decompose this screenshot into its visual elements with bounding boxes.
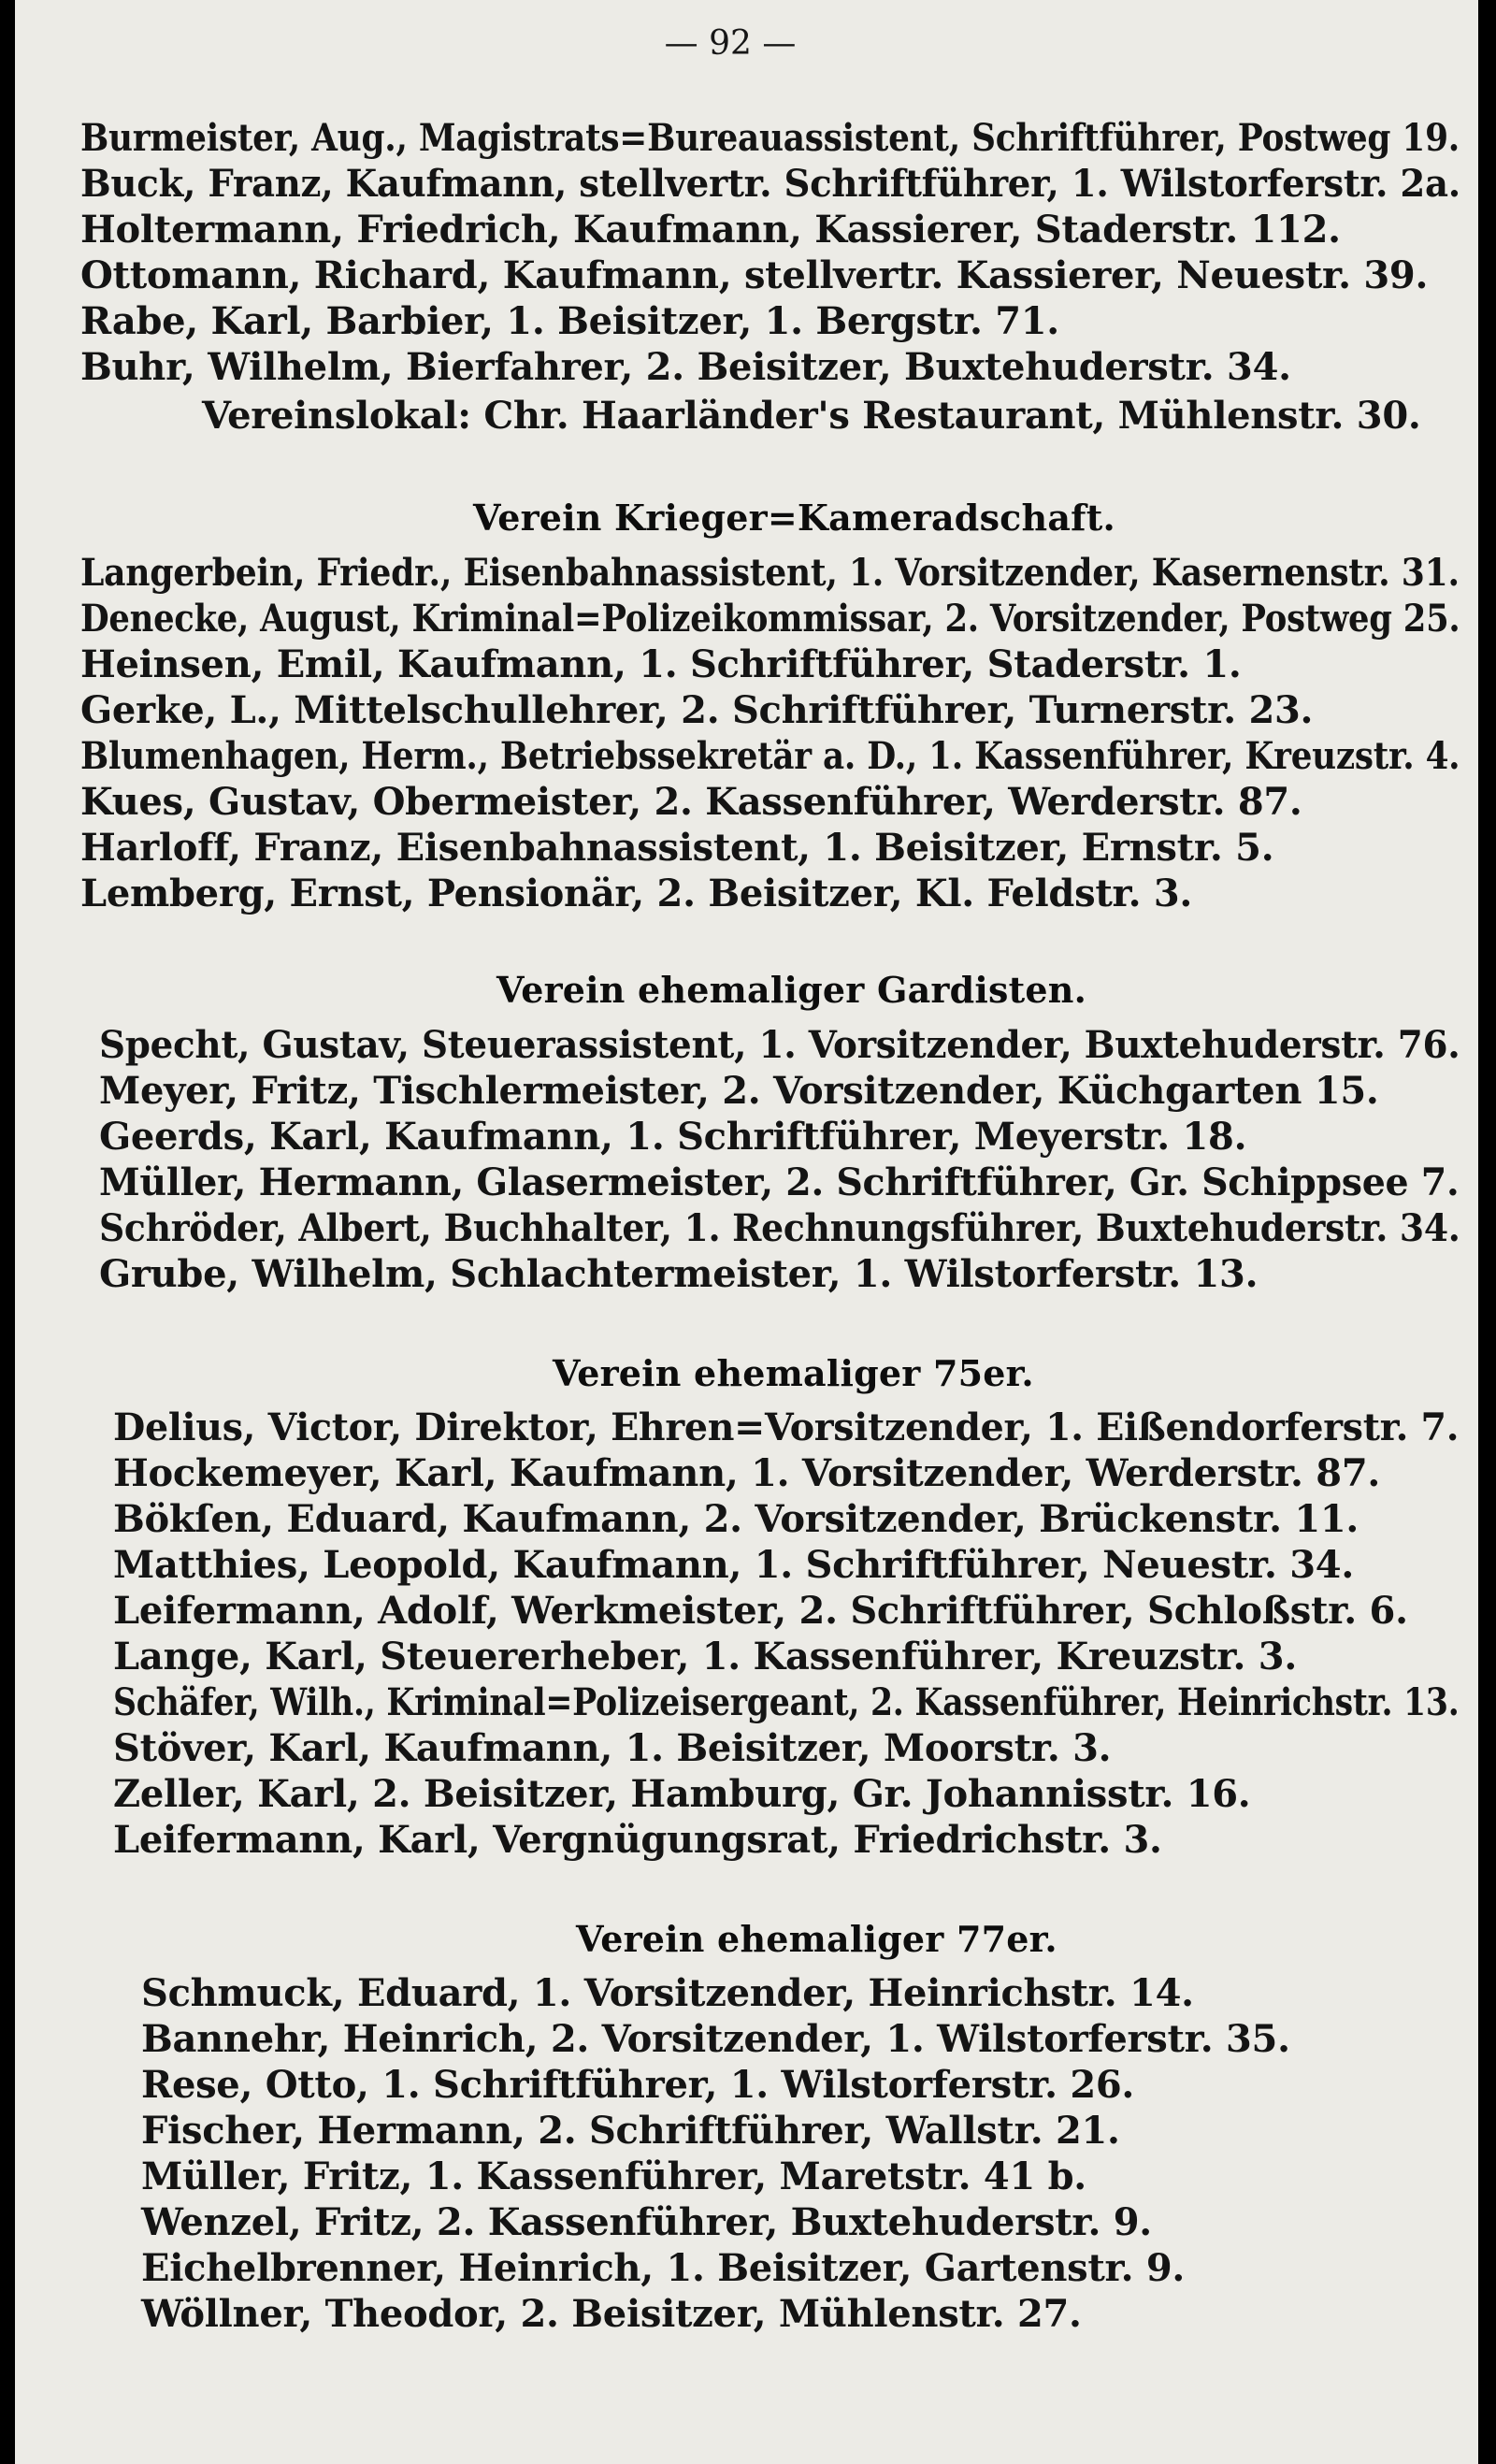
entry-line: Leifermann, Karl, Vergnügungsrat, Friedrichstr. 3. <box>113 1818 1162 1862</box>
entry-line: Buck, Franz, Kaufmann, stellvertr. Schriftführer, 1. Wilstorferstr. 2a. <box>80 162 1460 206</box>
entry-line: Kues, Gustav, Obermeister, 2. Kassenführer, Werderstr. 87. <box>80 780 1302 824</box>
entry-line: Lemberg, Ernst, Pensionär, 2. Beisitzer, Kl. Feldstr. 3. <box>80 872 1193 915</box>
section-heading: Verein Krieger=Kameradschaft. <box>473 497 1115 539</box>
entry-line: Schmuck, Eduard, 1. Vorsitzender, Heinrichstr. 14. <box>141 1971 1194 2015</box>
entry-line: Eichelbrenner, Heinrich, 1. Beisitzer, Gartenstr. 9. <box>141 2246 1186 2290</box>
entry-line: Rabe, Karl, Barbier, 1. Beisitzer, 1. Bergstr. 71. <box>80 299 1059 343</box>
entry-line: Hockemeyer, Karl, Kaufmann, 1. Vorsitzender, Werderstr. 87. <box>113 1451 1380 1495</box>
entry-line: Buhr, Wilhelm, Bierfahrer, 2. Beisitzer, Buxtehuderstr. 34. <box>80 345 1291 389</box>
entry-line: Rese, Otto, 1. Schriftführer, 1. Wilstorferstr. 26. <box>141 2063 1135 2107</box>
entry-line: Stöver, Karl, Kaufmann, 1. Beisitzer, Moorstr. 3. <box>113 1726 1112 1770</box>
entry-line: Müller, Fritz, 1. Kassenführer, Maretstr. 41 b. <box>141 2154 1086 2198</box>
entry-line: Gerke, L., Mittelschullehrer, 2. Schriftführer, Turnerstr. 23. <box>80 688 1314 732</box>
entry-line: Langerbein, Friedr., Eisenbahnassistent, 1. Vorsitzender, Kasernenstr. 31. <box>80 551 1460 595</box>
entry-line: Denecke, August, Kriminal=Polizeikommissar, 2. Vorsitzender, Postweg 25. <box>80 597 1460 641</box>
entry-line: Geerds, Karl, Kaufmann, 1. Schriftführer, Meyerstr. 18. <box>99 1115 1247 1159</box>
entry-line: Specht, Gustav, Steuerassistent, 1. Vorsitzender, Buxtehuderstr. 76. <box>99 1023 1460 1067</box>
entry-line: Schäfer, Wilh., Kriminal=Polizeisergeant, 2. Kassenführer, Heinrichstr. 13. <box>113 1680 1460 1724</box>
entry-line: Leifermann, Adolf, Werkmeister, 2. Schriftführer, Schloßstr. 6. <box>113 1589 1408 1633</box>
entry-line: Schröder, Albert, Buchhalter, 1. Rechnungsführer, Buxtehuderstr. 34. <box>99 1206 1460 1250</box>
vereinslokal-line: Vereinslokal: Chr. Haarländer's Restaurant, Mühlenstr. 30. <box>202 394 1421 438</box>
entry-line: Ottomann, Richard, Kaufmann, stellvertr. Kassierer, Neuestr. 39. <box>80 253 1429 297</box>
entry-line: Delius, Victor, Direktor, Ehren=Vorsitzender, 1. Eißendorferstr. 7. <box>113 1405 1460 1449</box>
entry-line: Fischer, Hermann, 2. Schriftführer, Wallstr. 21. <box>141 2109 1120 2153</box>
section-heading: Verein ehemaliger Gardisten. <box>496 969 1087 1011</box>
section-heading: Verein ehemaliger 77er. <box>576 1918 1057 1960</box>
entry-line: Lange, Karl, Steuererheber, 1. Kassenführer, Kreuzstr. 3. <box>113 1635 1297 1679</box>
entry-line: Bannehr, Heinrich, 2. Vorsitzender, 1. Wilstorferstr. 35. <box>141 2017 1290 2061</box>
entry-line: Blumenhagen, Herm., Betriebssekretär a. D., 1. Kassenführer, Kreuzstr. 4. <box>80 734 1460 778</box>
entry-line: Holtermann, Friedrich, Kaufmann, Kassierer, Staderstr. 112. <box>80 208 1341 252</box>
entry-line: Matthies, Leopold, Kaufmann, 1. Schriftführer, Neuestr. 34. <box>113 1543 1354 1587</box>
entry-line: Harloff, Franz, Eisenbahnassistent, 1. Beisitzer, Ernstr. 5. <box>80 826 1274 870</box>
entry-line: Bökſen, Eduard, Kaufmann, 2. Vorsitzender, Brückenstr. 11. <box>113 1497 1359 1541</box>
entry-line: Meyer, Fritz, Tischlermeister, 2. Vorsitzender, Küchgarten 15. <box>99 1069 1379 1113</box>
section-heading: Verein ehemaliger 75er. <box>553 1352 1034 1394</box>
entry-line: Wenzel, Fritz, 2. Kassenführer, Buxtehuderstr. 9. <box>141 2200 1152 2244</box>
document-page <box>15 0 1478 2464</box>
entry-line: Müller, Hermann, Glasermeister, 2. Schriftführer, Gr. Schippsee 7. <box>99 1160 1460 1204</box>
entry-line: Zeller, Karl, 2. Beisitzer, Hamburg, Gr. Johannisstr. 16. <box>113 1772 1251 1816</box>
entry-line: Burmeister, Aug., Magistrats=Bureauassistent, Schriftführer, Postweg 19. <box>80 116 1460 160</box>
entry-line: Wöllner, Theodor, 2. Beisitzer, Mühlenstr. 27. <box>141 2292 1082 2336</box>
entry-line: Grube, Wilhelm, Schlachtermeister, 1. Wilstorferstr. 13. <box>99 1252 1259 1296</box>
entry-line: Heinsen, Emil, Kaufmann, 1. Schriftführer, Staderstr. 1. <box>80 642 1242 686</box>
page-number: — 92 — <box>664 24 797 63</box>
